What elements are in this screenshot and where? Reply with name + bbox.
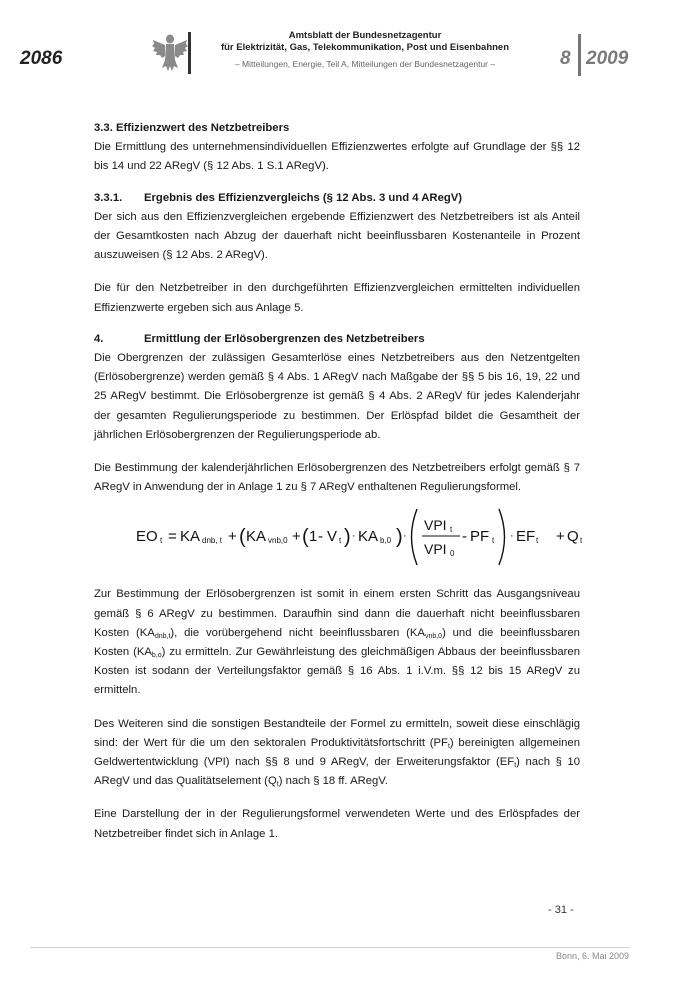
formula-sub-t: t [580, 536, 583, 546]
formula-eo: EO [136, 528, 158, 546]
paragraph: Des Weiteren sind die sonstigen Bestandteile der Formel zu ermitteln, soweit diese einschlägig sind: der Wert für die um den sektoralen Produktivitätsfortschritt $(PF_t)$ bereinigten allgemeinen Geldwertentwicklung (VPI) nach §§ 8 und 9 ARegV, der Erweiterungsfaktor $(EF_t)$ nach § 10 ARegV und das Qualitätselement $(Q_t)$ nach § 18 ff. ARegV. [94, 717, 581, 789]
formula-one: 1 [309, 528, 318, 546]
section-heading-3-3: 3.3. Effizienzwert des Netzbetreibers [94, 122, 290, 134]
formula-sub-dnb: dnb, t [202, 536, 223, 546]
formula-q: Q [567, 528, 579, 546]
page-label: - 31 - [548, 904, 574, 916]
paragraph: Die Bestimmung der kalenderjährlichen Erlösobergrenzen des Netzbetreibers erfolgt gemäß § 7 ARegV in Anwendung der in Anlage 1 zu § 7 ARegV enthaltenen Regulierungsformel. [94, 462, 580, 494]
formula-vpi: VPI [424, 517, 447, 534]
formula-sub-b0: b,0 [380, 536, 392, 546]
formula-paren: ) [396, 526, 403, 549]
formula-ef: EF [516, 528, 536, 546]
formula-sub-t: t [160, 536, 163, 546]
document-body [94, 119, 583, 844]
issue-year: 2009 [586, 48, 629, 69]
formula-ka: KA [358, 528, 379, 546]
paragraph: Zur Bestimmung der Erlösobergrenzen ist somit in einem ersten Schritt das Ausgangsniveau gemäß § 6 ARegV zu bestimmen. Daraufhin sind dann die dauerhaft nicht beeinflussbaren Kosten $(KA_{dnb,t})$, die vorübergehend nicht beeinflussbaren $(KA_{vnb,0})$ und die beeinflussbaren Kosten $(KA_{b,o})$ zu ermitteln. Zur Gewährleistung des gleichmäßigen Abbaus der beeinflussbaren Kosten ist sodann der Verteilungsfaktor gemäß § 16 Abs. 1 i.V.m. §§ 12 bis 15 ARegV zu ermitteln. [94, 588, 580, 697]
paragraph: Die für den Netzbetreiber in den durchgeführten Effizienzvergleichen ermittelten individuellen Effizienzwerte ergeben sich aus Anlage 5. [94, 282, 580, 314]
header-divider-left [188, 32, 191, 74]
formula-minus: - [462, 528, 467, 546]
formula-ka: KA [180, 528, 201, 546]
formula-v: V [327, 528, 338, 546]
formula-equals: = [168, 528, 177, 546]
footer-divider [30, 947, 630, 948]
regulation-formula [94, 503, 583, 575]
paragraph: Der sich aus den Effizienzvergleichen ergebende Effizienzwert des Netzbetreibers ist als Anteil der Gesamtkosten nach Abzug der dauerhaft nicht beeinflussbaren Kostenanteile in Prozent auszuweisen (§ 12 Abs. 2 ARegV). [94, 210, 580, 262]
paragraph: Die Obergrenzen der zulässigen Gesamterlöse eines Netzbetreibers aus den Netzentgelten (Erlösobergrenze) werden gemäß § 4 Abs. 1 ARegV nach Maßgabe der §§ 5 bis 16, 19, 22 und 25 ARegV bestimmt. Die Erlösobergrenze ist gemäß § 4 Abs. 2 ARegV für jedes Kalenderjahr der gesamten Regulierungsperiode zu bestimmen. Der Erlöspfad bildet die Gesamtheit der jährlichen Erlösobergrenzen der Regulierungsperiode ab. [94, 352, 580, 441]
formula-plus: + [556, 528, 565, 546]
publication-title: Amtsblatt der Bundesnetzagentur für Elektrizität, Gas, Telekommunikation, Post und Eisenbahnen [220, 30, 510, 53]
formula-sub-vnb: vnb,0 [268, 536, 288, 546]
formula-minus: - [318, 528, 323, 546]
formula-sub-t: t [536, 536, 539, 546]
page-number: 2086 [20, 48, 63, 69]
paragraph: Eine Darstellung der in der Regulierungsformel verwendeten Werte und des Erlöspfades der Netzbetreiber findet sich in Anlage 1. [94, 808, 580, 840]
formula-big-paren-left [412, 509, 418, 565]
federal-eagle-icon [150, 30, 190, 74]
formula-sub-t: t [339, 536, 342, 546]
formula-big-paren-right [499, 509, 505, 565]
formula-sub-t: t [450, 525, 453, 535]
formula-paren: ( [239, 526, 246, 549]
publication-subtitle: – Mitteilungen, Energie, Teil A, Mitteilungen der Bundesnetzagentur – [234, 59, 496, 69]
formula-paren: ) [344, 526, 351, 549]
formula-dot: · [403, 530, 407, 543]
formula-pf: PF [470, 528, 490, 546]
formula-ka: KA [246, 528, 267, 546]
formula-paren: ( [302, 526, 309, 549]
paragraph: Die Ermittlung des unternehmensindividuellen Effizienzwertes erfolgte auf Grundlage der §§ 12 bis 14 und 22 ARegV (§ 12 Abs. 1 S.1 ARegV). [94, 141, 580, 173]
formula-plus: + [228, 528, 237, 546]
formula-dot: · [352, 530, 356, 543]
formula-dot: · [510, 530, 514, 543]
header-divider-right [578, 34, 581, 76]
formula-vpi: VPI [424, 541, 447, 558]
formula-plus: + [292, 528, 301, 546]
publication-date: Bonn, 6. Mai 2009 [556, 951, 630, 961]
issue-number: 8 [560, 48, 571, 69]
formula-sub-t: t [492, 536, 495, 546]
formula-sub-zero: 0 [450, 549, 455, 559]
section-heading-3-3-1: 3.3.1. Ergebnis des Effizienzvergleichs (§ 12 Abs. 3 und 4 ARegV) [94, 191, 463, 204]
section-heading-4: 4. Ermittlung der Erlösobergrenzen des Netzbetreibers [94, 332, 425, 345]
